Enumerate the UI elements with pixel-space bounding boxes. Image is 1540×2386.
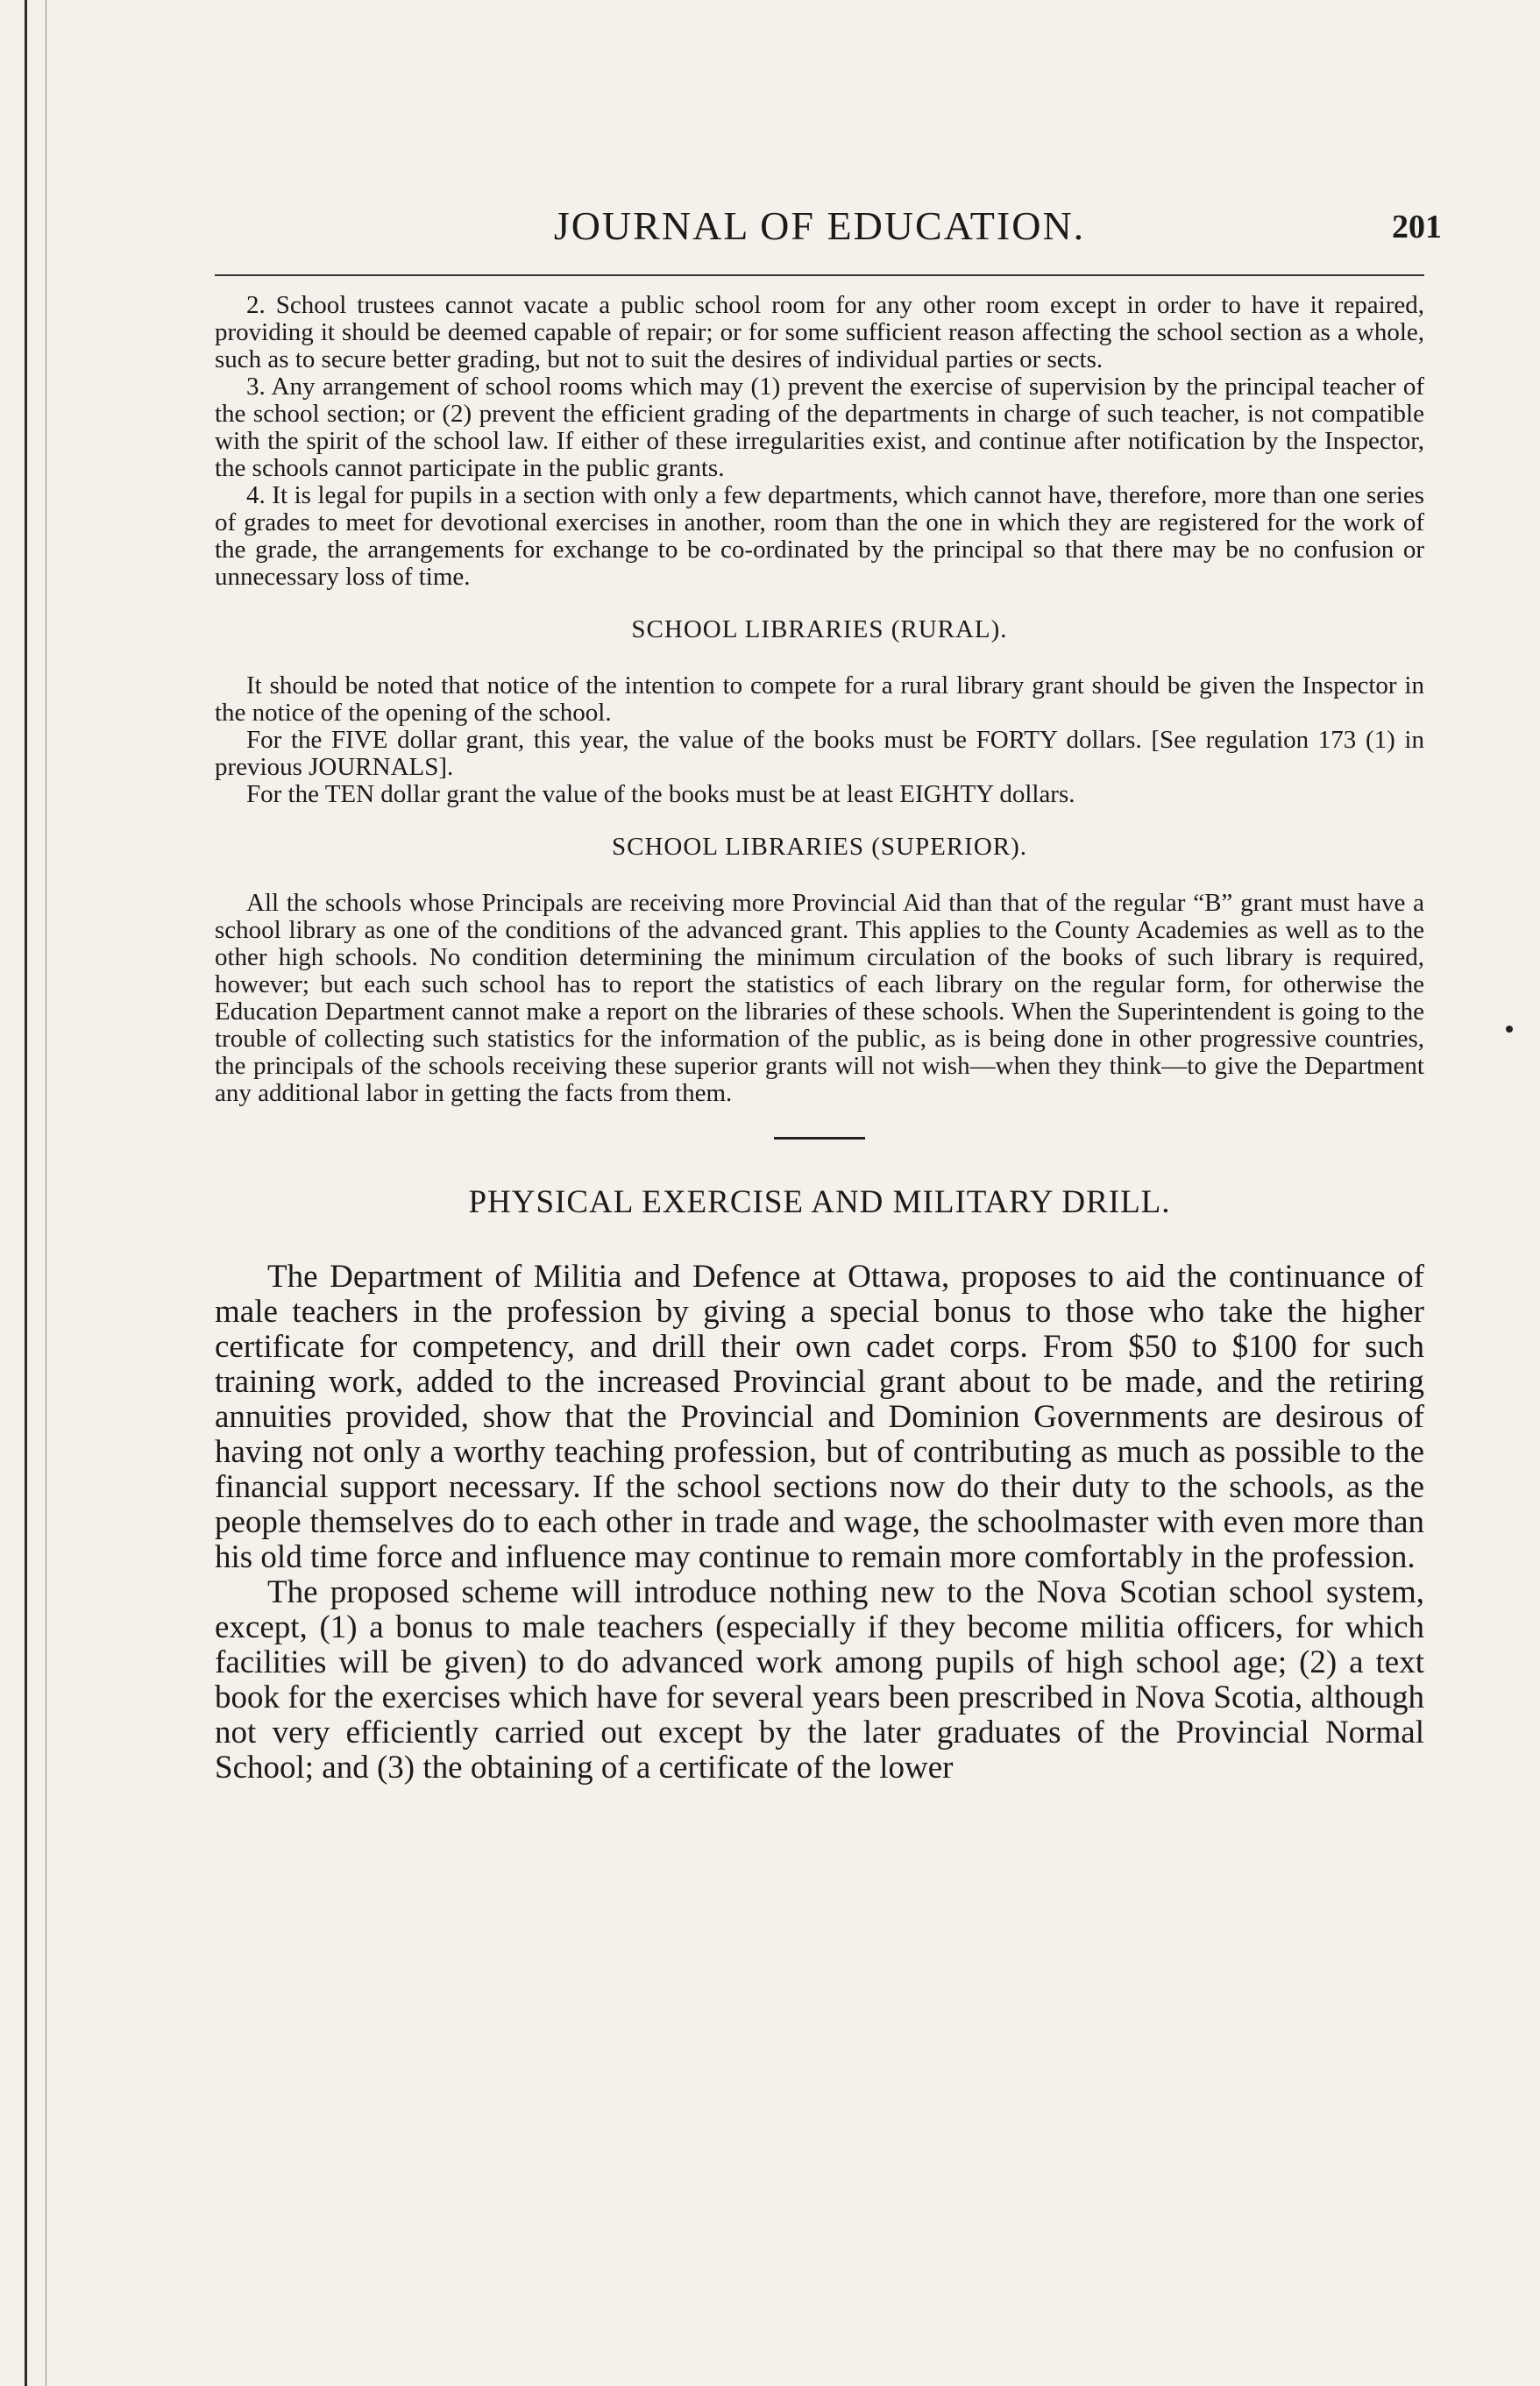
drill-heading: PHYSICAL EXERCISE AND MILITARY DRILL. [468,1184,1171,1220]
rural-paragraph: For the FIVE dollar grant, this year, the value of the books must be FORTY dollars. [See regulation 173 (1) in previous JOURNALS]. [215,726,1424,781]
running-title: JOURNAL OF EDUCATION. [553,203,1086,248]
rural-libraries-section [215,672,1424,808]
superior-paragraph: All the schools whose Principals are receiving more Provincial Aid than that of the regular “B” grant must have a school library as one of the conditions of the advanced grant. This applies to the County Academies as well as to the other high schools. No condition determining the minimum circulation of the books of such library is required, however; but each such school has to report the statistics of each library on the regular form, for otherwise the Education Department cannot make a report on the libraries of these schools. When the Superintendent is going to the trouble of collecting such statistics for the information of the public, as is being done in other progressive countries, the principals of the schools receiving these superior grants will not wish—when they think—to give the Department any additional labor in getting the facts from them. [215,889,1424,1107]
rural-libraries-heading: SCHOOL LIBRARIES (RURAL). [631,615,1008,643]
page-number: 201 [1392,209,1442,245]
drill-section [215,1260,1424,1786]
regulation-4: 4. It is legal for pupils in a section with only a few departments, which cannot have, therefore, more than one series of grades to meet for devotional exercises in another, room than the one in which they are registered for the work of the grade, the arrangements for exchange to be co-ordinated by the principal so that there may be no confusion or unnecessary loss of time. [215,481,1424,591]
page-header [215,197,1442,259]
rural-paragraph: It should be noted that notice of the intention to compete for a rural library grant should be given the Inspector in the notice of the opening of the school. [215,671,1424,727]
regulation-2: 2. School trustees cannot vacate a public school room for any other room except in order to have it repaired, providing it should be deemed capable of repair; or for some sufficient reason affecting the school section as a whole, such as to secure better grading, but not to suit the desires of individual parties or sects. [215,291,1424,373]
drill-paragraph: The Department of Militia and Defence at Ottawa, proposes to aid the continuance of male teachers in the profession by giving a special bonus to those who take the higher certificate for competency, and drill their own cadet corps. From $50 to $100 for such training work, added to the increased Provincial grant about to be made, and the retiring annuities provided, show that the Provincial and Dominion Governments are desirous of having not only a worthy teaching profession, but of contributing as much as possible to the financial support necessary. If the school sections now do their duty to the schools, as the people themselves do to each other in trade and wage, the schoolmaster with even more than his old time force and influence may continue to remain more comfortably in the profession. [215,1259,1424,1575]
superior-libraries-heading: SCHOOL LIBRARIES (SUPERIOR). [611,833,1028,861]
section-divider [774,1137,865,1140]
margin-mark [1506,1026,1513,1033]
regulation-3: 3. Any arrangement of school rooms which may (1) prevent the exercise of supervision by the principal teacher of the school section; or (2) prevent the efficient grading of the departments in charge of such teacher, is not compatible with the spirit of the school law. If either of these irregularities exist, and continue after notification by the Inspector, the schools cannot participate in the public grants. [215,373,1424,482]
superior-libraries-section [215,890,1424,1107]
regulations-section [215,292,1424,591]
rural-paragraph: For the TEN dollar grant the value of the books must be at least EIGHTY dollars. [246,780,1075,808]
journal-page [215,197,1442,1786]
header-rule [215,274,1424,276]
binding-edge [25,0,27,2386]
drill-paragraph: The proposed scheme will introduce nothing new to the Nova Scotian school system, except, (1) a bonus to male teachers (especially if they become militia officers, for which facilities will be given) to do advanced work among pupils of high school age; (2) a text book for the exercises which have for several years been prescribed in Nova Scotia, although not very efficiently carried out except by the later graduates of the Provincial Normal School; and (3) the obtaining of a certificate of the lower [215,1574,1424,1786]
